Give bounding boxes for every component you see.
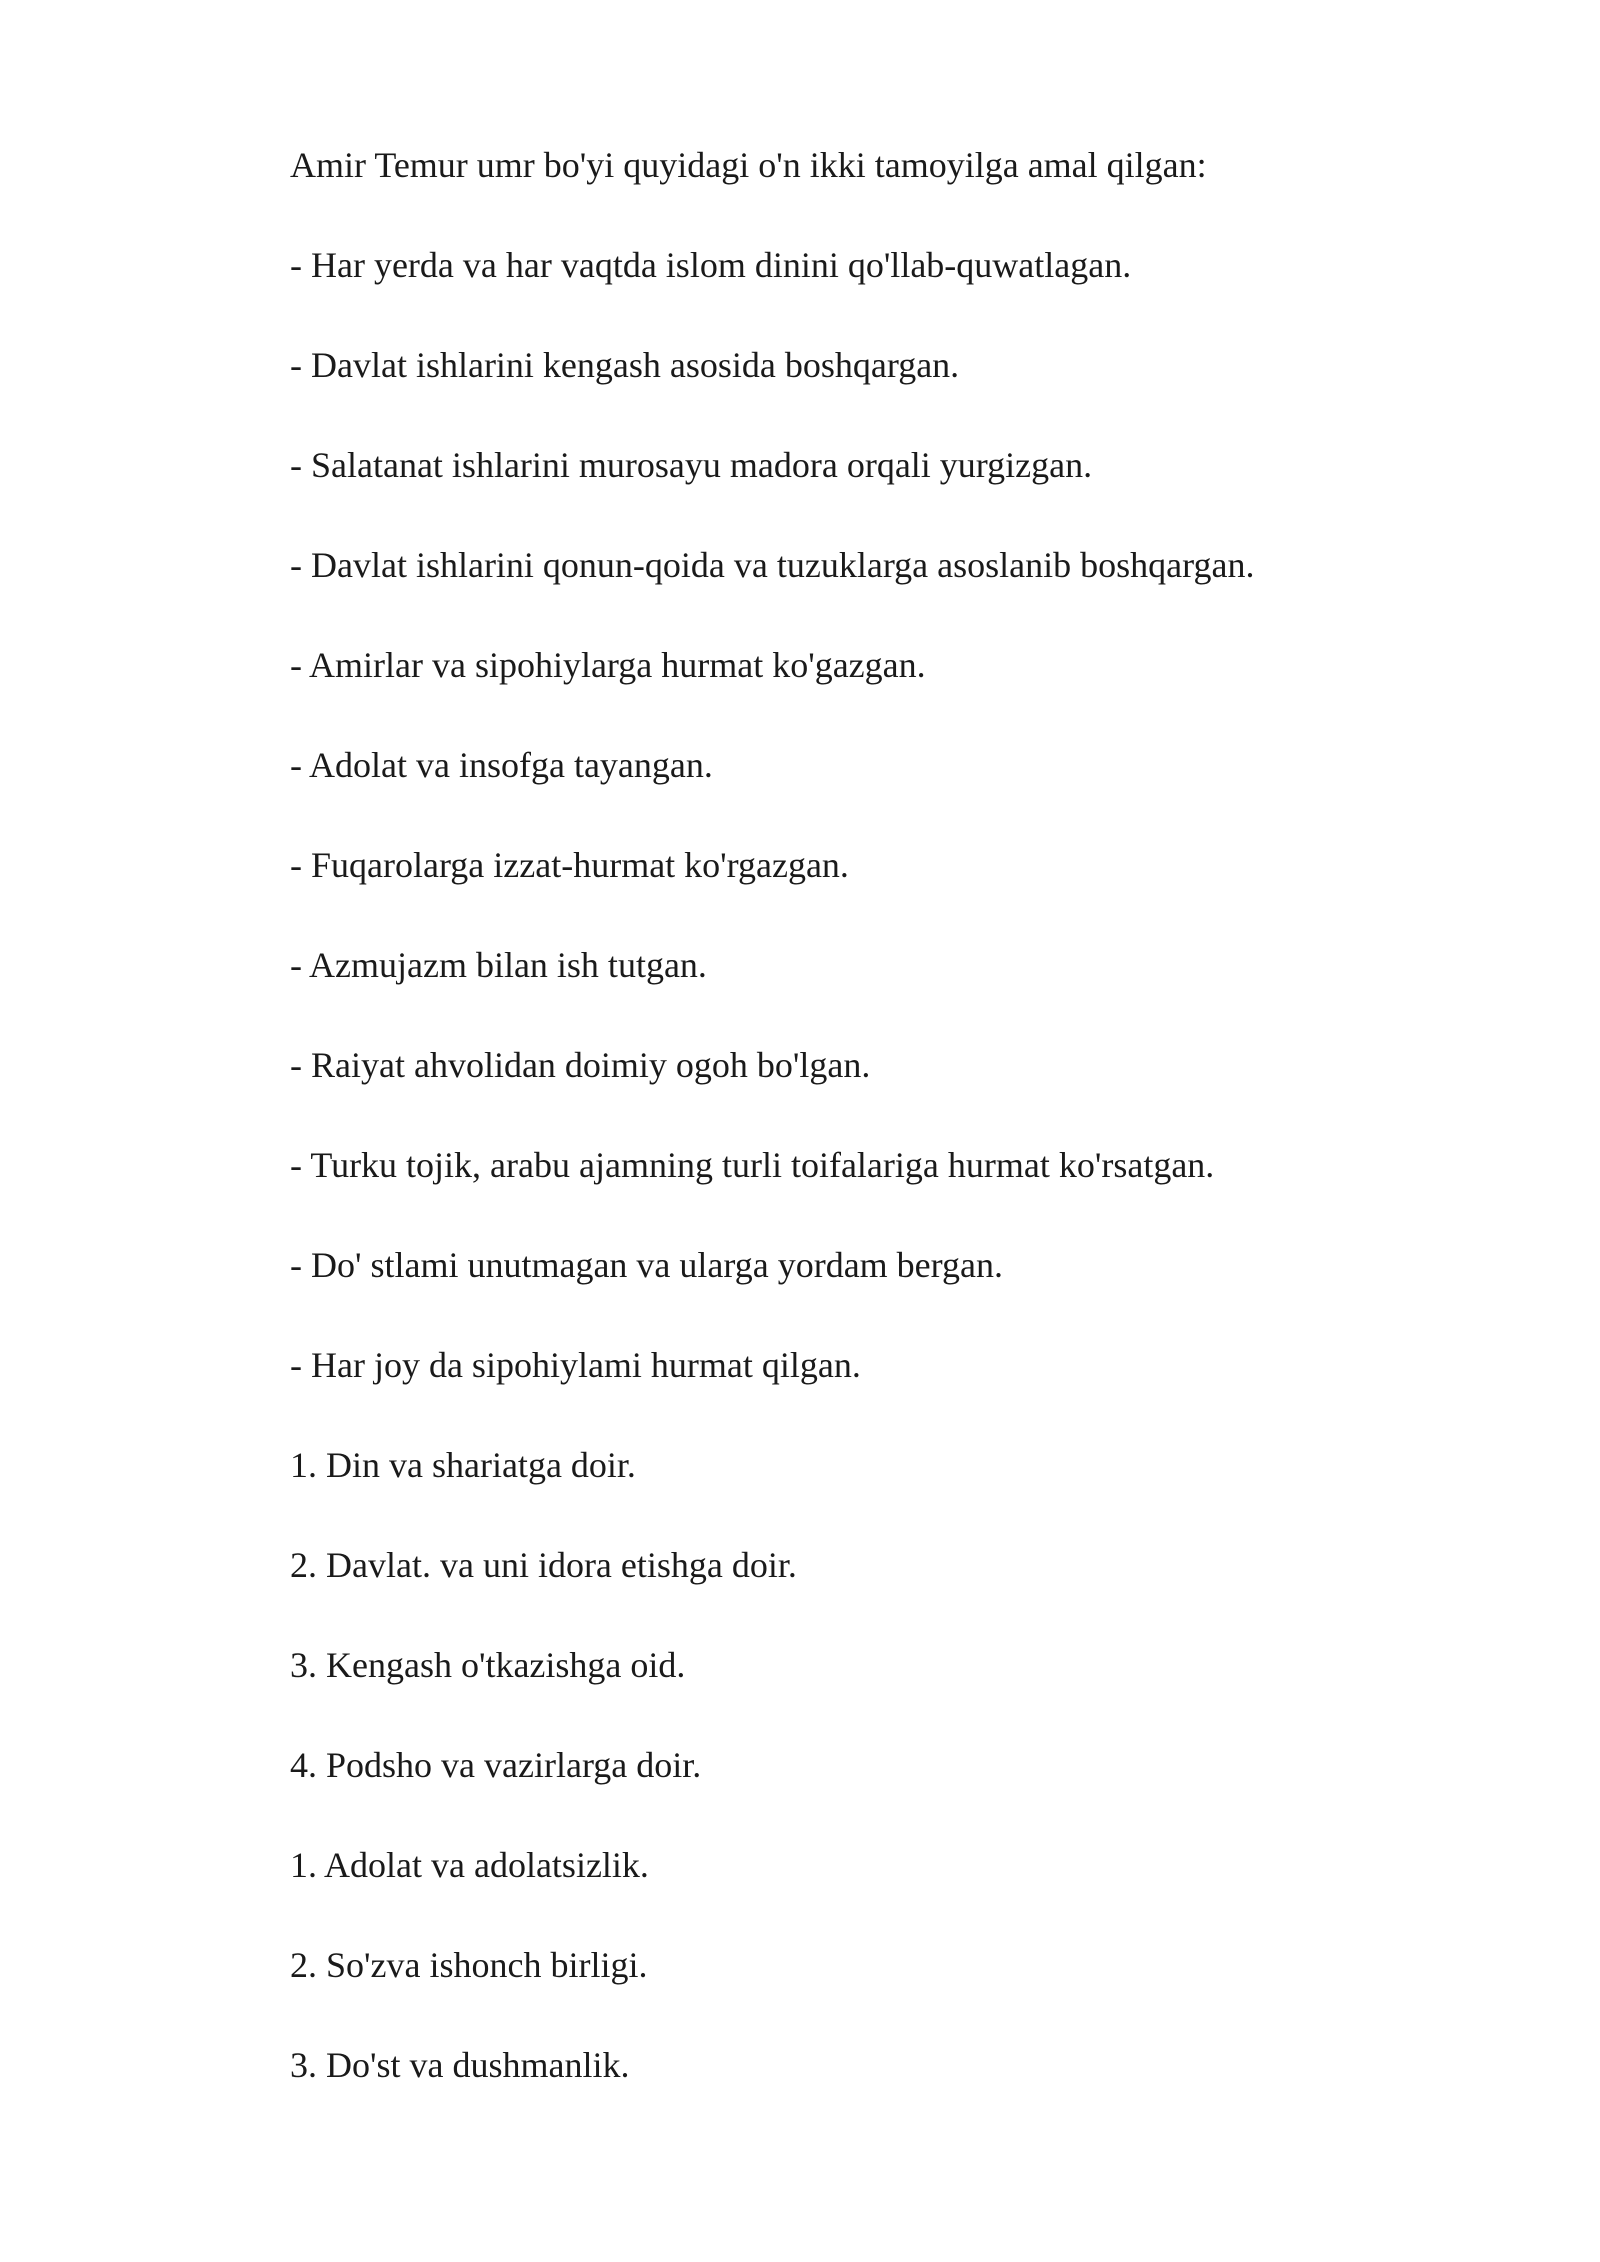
principle-item: - Amirlar va sipohiylarga hurmat ko'gazgan. (290, 645, 926, 685)
numbered-item: 4. Podsho va vazirlarga doir. (290, 1745, 702, 1785)
numbered-item: 2. So'zva ishonch birligi. (290, 1945, 648, 1985)
numbered-item: 3. Kengash o'tkazishga oid. (290, 1645, 686, 1685)
principle-item: - Raiyat ahvolidan doimiy ogoh bo'lgan. (290, 1045, 871, 1085)
principle-item: - Azmujazm bilan ish tutgan. (290, 945, 707, 985)
principle-item: - Adolat va insofga tayangan. (290, 745, 713, 785)
principle-item: - Salatanat ishlarini murosayu madora orqali yurgizgan. (290, 445, 1093, 485)
numbered-item: 1. Din va shariatga doir. (290, 1445, 636, 1485)
document-body (290, 145, 1440, 2145)
principle-item: - Har joy da sipohiylami hurmat qilgan. (290, 1345, 861, 1385)
principle-item: - Fuqarolarga izzat-hurmat ko'rgazgan. (290, 845, 849, 885)
principle-item: - Davlat ishlarini kengash asosida boshqargan. (290, 345, 960, 385)
principle-item: - Turku tojik, arabu ajamning turli toifalariga hurmat ko'rsatgan. (290, 1145, 1215, 1185)
numbered-item: 1. Adolat va adolatsizlik. (290, 1845, 649, 1885)
principle-item: - Har yerda va har vaqtda islom dinini qo'llab-quwatlagan. (290, 245, 1132, 285)
principle-item: - Do' stlami unutmagan va ularga yordam bergan. (290, 1245, 1003, 1285)
numbered-item: 3. Do'st va dushmanlik. (290, 2045, 630, 2085)
numbered-item: 2. Davlat. va uni idora etishga doir. (290, 1545, 797, 1585)
intro-paragraph: Amir Temur umr bo'yi quyidagi o'n ikki tamoyilga amal qilgan: (290, 145, 1207, 185)
principle-item: - Davlat ishlarini qonun-qoida va tuzuklarga asoslanib boshqargan. (290, 545, 1255, 585)
